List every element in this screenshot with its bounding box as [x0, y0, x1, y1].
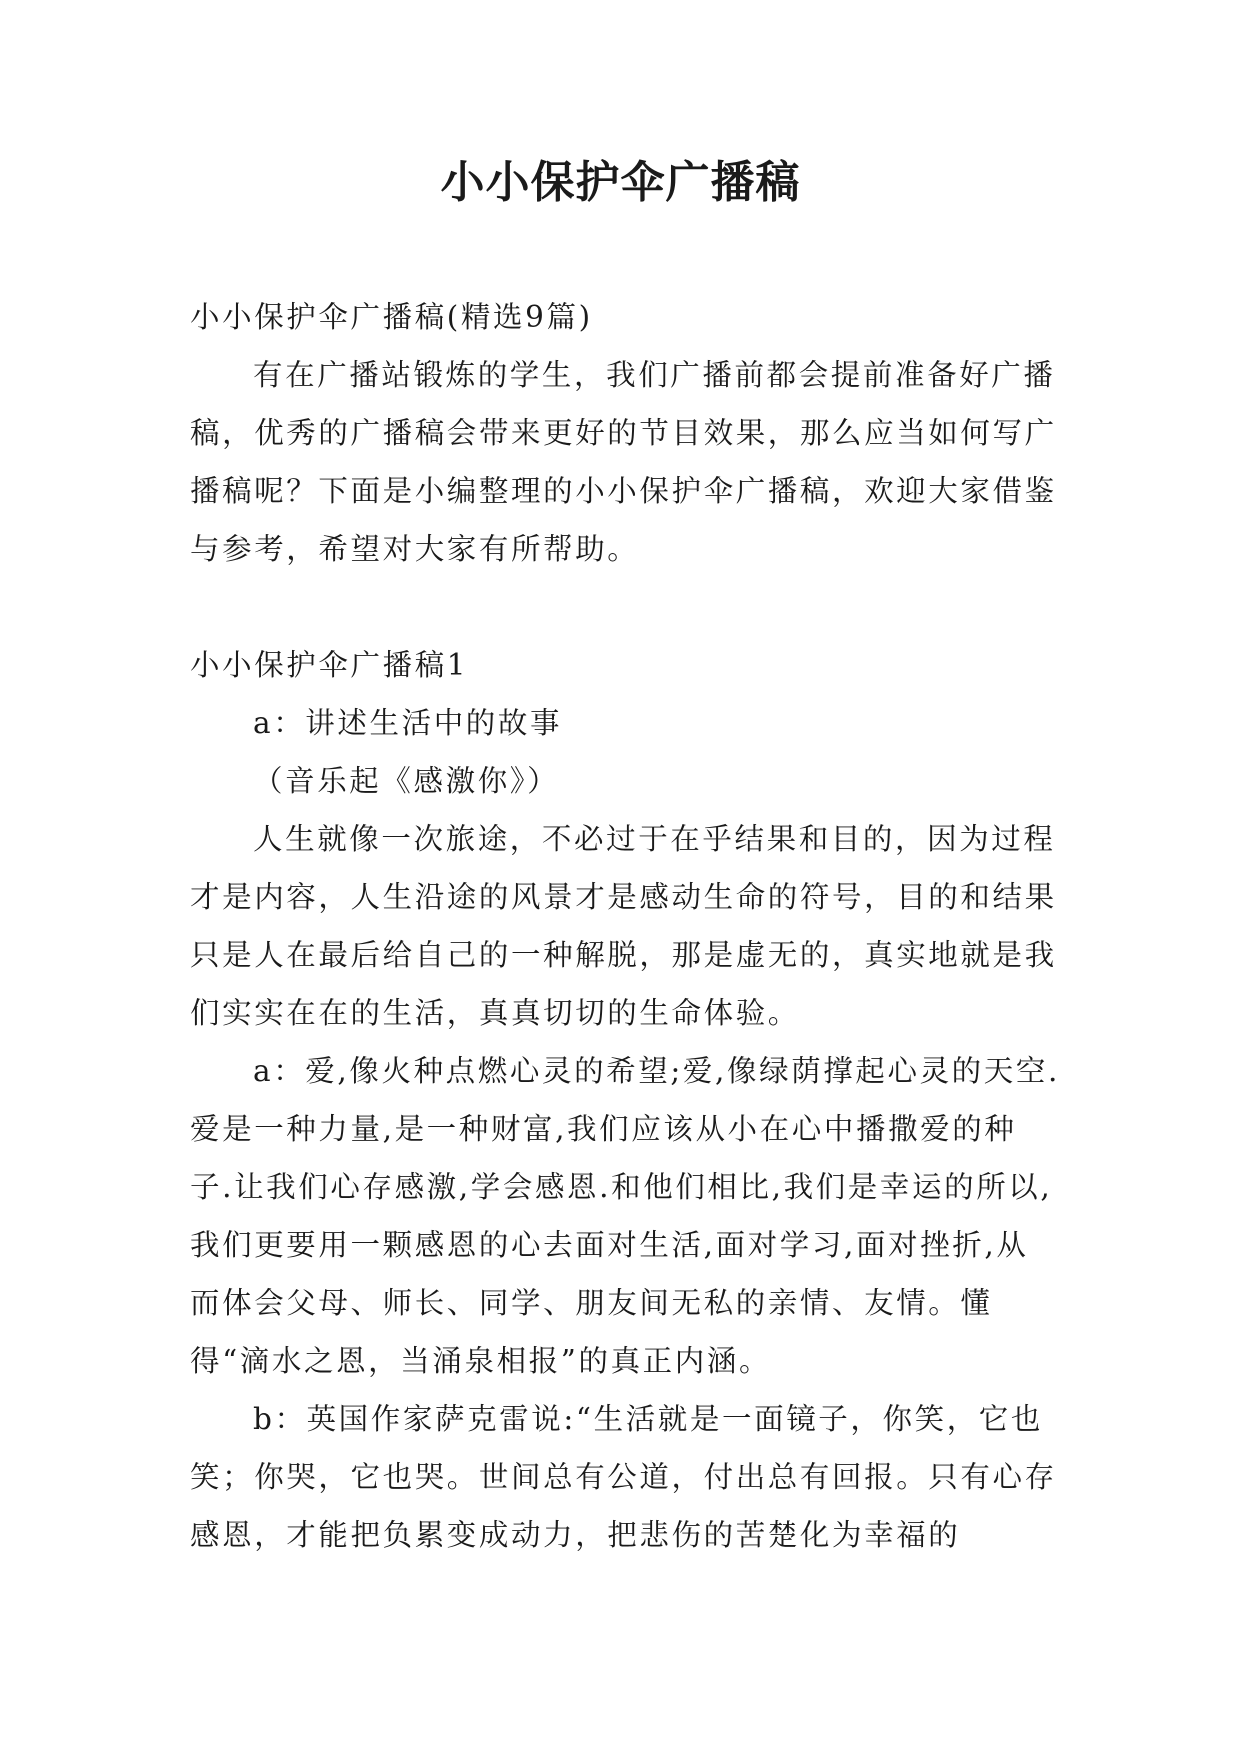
paragraph-life-journey: 人生就像一次旅途，不必过于在乎结果和目的，因为过程才是内容，人生沿途的风景才是感动生命的符号，目的和结果只是人在最后给自己的一种解脱，那是虚无的，真实地就是我们实实在在的生活，真真切切的生命体验。	[190, 822, 1057, 1030]
paragraph-love: a：爱,像火种点燃心灵的希望;爱,像绿荫撑起心灵的天空.爱是一种力量,是一种财富,我们应该从小在心中播撒爱的种子.让我们心存感激,学会感恩.和他们相比,我们是幸运的所以,我们更要用一颗感恩的心去面对生活,面对学习,面对挫折,从而体会父母、师长、同学、朋友间无私的亲情、友情。懂得“滴水之恩，当涌泉相报”的真正内涵。	[190, 1054, 1060, 1378]
subtitle: 小小保护伞广播稿(精选9篇)	[190, 300, 593, 334]
document-title: 小小保护伞广播稿	[440, 157, 801, 208]
intro-paragraph: 有在广播站锻炼的学生，我们广播前都会提前准备好广播稿，优秀的广播稿会带来更好的节目效果，那么应当如何写广播稿呢？下面是小编整理的小小保护伞广播稿，欢迎大家借鉴与参考，希望对大家有所帮助。	[190, 358, 1057, 566]
paragraph-a-story: a：讲述生活中的故事	[253, 706, 563, 740]
paragraph-thackeray: b：英国作家萨克雷说:“生活就是一面镜子，你笑，它也笑；你哭，它也哭。世间总有公道，付出总有回报。只有心存感恩，才能把负累变成动力，把悲伤的苦楚化为幸福的	[190, 1402, 1057, 1552]
document-body	[190, 288, 1060, 1564]
paragraph-music-cue: （音乐起《感激你》）	[253, 764, 560, 798]
section-heading: 小小保护伞广播稿1	[190, 648, 469, 682]
paragraph-gap	[190, 578, 1060, 636]
